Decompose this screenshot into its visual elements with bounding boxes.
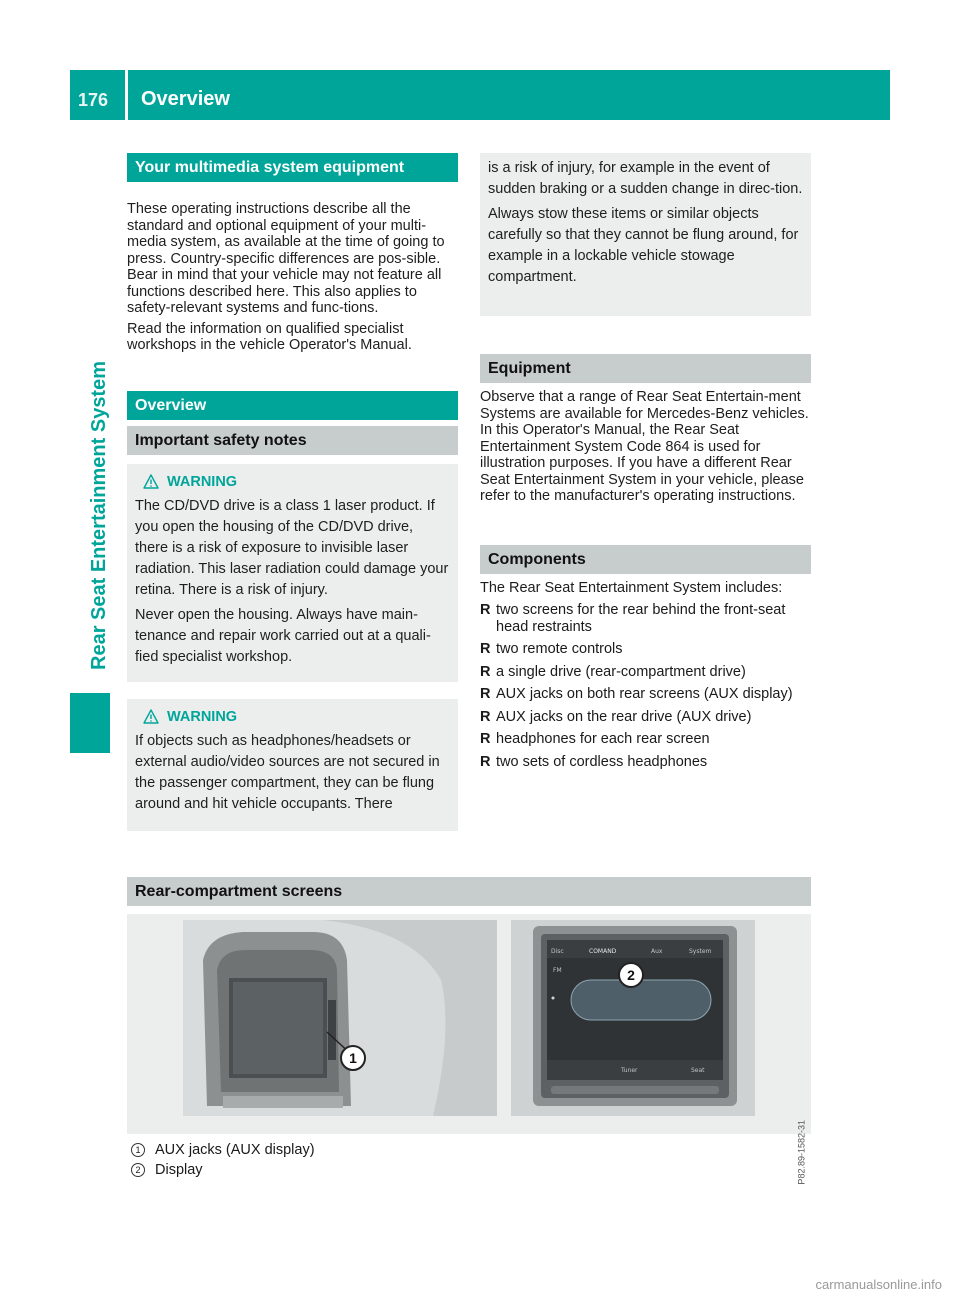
page-number: 176 [78,90,109,110]
screen-label-seat: Seat [691,1067,705,1074]
screen-label-fm: FM [553,967,562,974]
warning-box-1 [127,464,458,682]
components-intro [480,580,811,597]
list-item: R AUX jacks on the rear drive (AUX drive) [480,708,752,725]
screen-label-comand: COMAND [589,948,617,955]
warning-1-paragraph-1: The CD/DVD drive is a class 1 laser product. If you open the housing of the CD/DVD drive, there is a risk of exposure to invisible laser radiation. This laser radiation could damage your retina. There is a risk of injury. [135,497,449,598]
warning-2-paragraph-1: If objects such as headphones/headsets or external audio/video sources are not secured in the passenger compartment, they can be flung around and hit vehicle occupants. There [135,732,440,812]
page-title: Overview [141,88,230,110]
figure-heading: Rear-compartment screens [127,877,811,906]
warning-title-text: WARNING [167,473,238,490]
callout-2: 2 [618,962,644,988]
warning-2-paragraph-2: Always stow these items or similar objects carefully so that they cannot be flung around, for example in a lockable vehicle stowage compartment. [488,206,799,285]
callout-1: 1 [340,1045,366,1071]
side-tab-block [70,693,110,753]
warning-box-2-continued [480,153,811,316]
overview-heading: Overview [127,391,458,420]
legend-item-2 [131,1162,315,1178]
warning-box-2 [127,699,458,831]
list-item: R two sets of cordless headphones [480,753,708,770]
headrest-screen-photo [183,920,497,1116]
warning-2-paragraph-1-cont: is a risk of injury, for example in the event of sudden braking or a sudden change in direc-tion. [488,160,803,197]
components-list [480,602,811,770]
left-column [127,153,458,831]
equipment-text [480,389,811,505]
multimedia-paragraph-2: Read the information on qualified specialist workshops in the vehicle Operator's Manual. [127,320,412,353]
list-item: R AUX jacks on both rear screens (AUX display) [480,686,793,702]
components-intro-text: The Rear Seat Entertainment System includes: [480,579,783,596]
equipment-paragraph: Observe that a range of Rear Seat Entertain-ment Systems are available for Mercedes-Benz vehicles. In this Operator's Manual, the Rear Seat Entertainment System Code 864 is used for illustration purposes. If you have a different Rear Seat Entertainment System in your vehicle, please refer to the manufacturer's operating instructions. [480,389,809,504]
warning-title-text: WARNING [167,708,238,725]
right-column [480,153,811,776]
screen-label-system: System [689,948,712,955]
side-tab-label: Rear Seat Entertainment System [88,360,110,670]
screen-label-aux: Aux [651,948,663,955]
screen-label-disc: Disc [551,948,564,955]
legend-text: Display [155,1162,203,1178]
warning-title-2 [135,709,450,725]
figure-legend [131,1142,315,1182]
list-item: R a single drive (rear-compartment drive) [480,663,746,680]
legend-text: AUX jacks (AUX display) [155,1142,315,1158]
multimedia-paragraph-1: These operating instructions describe all the standard and optional equipment of your multi-media system, as available at the time of going to press. Country-specific differences are pos-sible. Bear in mind that your vehicle may not feature all functions described here. This also applies to safety-relevant systems and func-tions. [127,201,445,316]
legend-number: 2 [131,1163,145,1177]
components-heading: Components [480,545,811,574]
legend-item-1 [131,1142,315,1158]
list-item: R two remote controls [480,641,623,657]
screen-label-tuner: Tuner [621,1067,638,1074]
multimedia-heading: Your multimedia system equipment [127,153,458,182]
figure-code: P82.89-1582-31 [797,1120,807,1185]
multimedia-text [127,201,458,354]
safety-heading: Important safety notes [127,426,458,455]
warning-1-paragraph-2: Never open the housing. Always have main-tenance and repair work carried out at a quali-fied specialist workshop. [135,606,431,665]
header-divider [125,70,128,120]
list-item: R headphones for each rear screen [480,731,710,747]
watermark[interactable]: carmanualsonline.info [815,1277,942,1292]
legend-number: 1 [131,1143,145,1157]
warning-title-1 [135,474,450,490]
warning-icon [143,709,159,724]
list-item: R two screens for the rear behind the front-seat head restraints [480,602,786,635]
display-photo [511,920,755,1116]
equipment-heading: Equipment [480,354,811,383]
warning-icon [143,474,159,489]
